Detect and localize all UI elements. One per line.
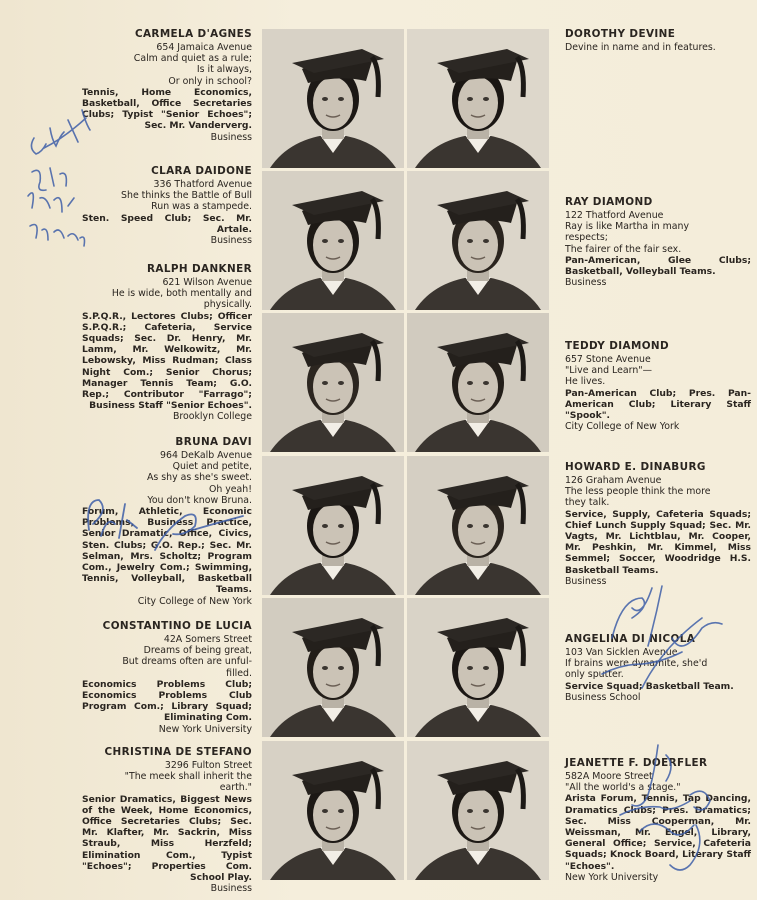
student-address: 42A Somers Street <box>163 634 252 645</box>
activities: Sten. Speed Club; Sec. Mr. Artale. <box>82 212 252 235</box>
quote-line: respects; <box>565 232 608 244</box>
future-plans: Business <box>565 575 607 587</box>
activities: Arista Forum, Tennis, Tap Dancing, Dramatics Clubs; Pres. Dramatics; Sec. Miss Cooperman, Mr. Weissman, Mr. Engel, Library, General Office; Service, Cafeteria Squads; Knock Board, Literary Staff "Echoes". <box>565 793 751 872</box>
student-name: RAY DIAMOND <box>565 196 653 208</box>
quote-line: Calm and quiet as a rule; <box>133 53 252 65</box>
portrait-howard <box>407 456 549 595</box>
future-plans: New York University <box>565 871 659 883</box>
activities: S.P.Q.R., Lectores Clubs; Officer S.P.Q.R.; Cafeteria, Service Squads; Sec. Dr. Henry, Mr. Lamm, Mr. Welkowitz, Mr. Lebowsky, Miss Rudman; Class Night Com.; Senior Chorus; Manager Tennis Team; G.O. Rep.; Contributor "Farrago"; Business Staff "Senior Echoes". <box>82 310 252 412</box>
quote-line: He lives. <box>565 376 606 388</box>
portrait-dorothy <box>407 29 549 168</box>
future-plans: City College of New York <box>137 595 252 607</box>
student-name: CHRISTINA DE STEFANO <box>104 746 252 758</box>
quote-line: Oh yeah! <box>208 483 252 495</box>
quote-line: Quiet and petite, <box>172 461 252 473</box>
portrait-teddy <box>407 313 549 452</box>
activities: Service Squad; Basketball Team. <box>565 680 734 692</box>
student-entry <box>565 340 751 432</box>
portrait-constantino <box>262 598 404 737</box>
student-address: 621 Wilson Avenue <box>162 277 252 288</box>
future-plans: New York University <box>158 723 252 735</box>
quote-line: only sputter. <box>565 669 624 681</box>
future-plans: Business School <box>565 691 641 703</box>
quote-line: As shy as she's sweet. <box>146 472 252 484</box>
student-entry <box>565 196 751 288</box>
future-plans: Business <box>565 277 607 289</box>
student-address: 103 Van Sicklen Avenue <box>565 647 678 658</box>
activities: Senior Dramatics, Biggest News of the Week, Home Economics, Office Secretaries Clubs; Sec. Mr. Klafter, Mr. Sackrin, Miss Straub, Miss Herzfeld; Elimination Com., Typist "Echoes"; Properties Com. School Play. <box>82 793 252 884</box>
activities: Pan-American Club; Pres. Pan-American Club; Literary Staff "Spook". <box>565 387 751 422</box>
portrait-illustration <box>262 313 404 452</box>
portrait-christina <box>262 741 404 880</box>
quote-line: "All the world's a stage." <box>565 782 681 794</box>
student-name: CONSTANTINO DE LUCIA <box>102 620 252 632</box>
future-plans: Brooklyn College <box>172 411 252 423</box>
student-name: CLARA DAIDONE <box>151 165 252 177</box>
quote-line: Devine in name and in features. <box>565 42 716 53</box>
student-address: 336 Thatford Avenue <box>153 179 252 190</box>
handwritten-signature <box>600 735 730 885</box>
portrait-illustration <box>407 456 549 595</box>
student-name: ANGELINA DI NICOLA <box>565 633 696 645</box>
student-entry <box>565 28 751 53</box>
student-name: HOWARD E. DINABURG <box>565 461 706 473</box>
future-plans: Business <box>210 131 252 143</box>
quote-line: The less people think the more <box>565 486 711 498</box>
portrait-illustration <box>407 598 549 737</box>
activities: Forum, Athletic, Economic Problems, Business Practice, Senior Dramatic, Office, Civics, Sten. Clubs; G.O. Rep.; Sec. Mr. Selman, Mrs. Scholtz; Program Com., Jewelry Com.; Swimming, Tennis, Volleyball, Basketball Teams. <box>82 506 252 596</box>
activities: Economics Problems Club; Economics Problems Club Program Com.; Library Squad; Eliminating Com. <box>82 678 252 724</box>
portrait-bruna <box>262 456 404 595</box>
quote-line: physically. <box>203 299 252 311</box>
quote-line: Or only in school? <box>168 75 252 87</box>
handwritten-signature <box>75 480 255 570</box>
portrait-illustration <box>407 313 549 452</box>
student-name: CARMELA D'AGNES <box>134 28 252 40</box>
portrait-carmela <box>262 29 404 168</box>
portrait-illustration <box>262 598 404 737</box>
quote-line: Is it always, <box>196 64 252 76</box>
portrait-angelina <box>407 598 549 737</box>
quote-line: filled. <box>226 667 252 679</box>
student-address: 3296 Fulton Street <box>164 760 252 771</box>
portrait-illustration <box>407 741 549 880</box>
future-plans: City College of New York <box>565 421 680 433</box>
quote-line: they talk. <box>565 497 610 509</box>
student-address: 964 DeKalb Avenue <box>160 450 252 461</box>
student-address: 126 Graham Avenue <box>565 475 662 486</box>
portrait-illustration <box>262 741 404 880</box>
future-plans: Business <box>210 235 252 247</box>
student-address: 122 Thatford Avenue <box>565 210 664 221</box>
student-name: DOROTHY DEVINE <box>565 28 676 40</box>
student-entry <box>82 620 252 735</box>
student-name: TEDDY DIAMOND <box>565 340 670 352</box>
portrait-clara <box>262 171 404 310</box>
quote-line: "The meek shall inherit the <box>124 771 252 783</box>
quote-line: Run was a stampede. <box>151 201 252 213</box>
activities: Service, Supply, Cafeteria Squads; Chief Lunch Supply Squad; Sec. Mr. Vagts, Mr. Lichtblau, Mr. Cooper, Mr. Peshkin, Mr. Kimmel, Miss Semmel; Soccer, Woodridge H.S. Basketball Teams. <box>565 508 751 576</box>
student-address: 654 Jamaica Avenue <box>156 42 252 53</box>
quote-line: earth." <box>219 782 252 794</box>
portrait-illustration <box>262 171 404 310</box>
quote-line: He is wide, both mentally and <box>111 288 252 300</box>
quote-line: She thinks the Battle of Bull <box>121 190 252 202</box>
activities: Pan-American, Glee Clubs; Basketball, Volleyball Teams. <box>565 254 751 278</box>
quote-line: Ray is like Martha in many <box>565 221 690 233</box>
student-entry <box>565 461 751 587</box>
student-address: 657 Stone Avenue <box>565 354 651 365</box>
portrait-ralph <box>262 313 404 452</box>
portrait-illustration <box>407 29 549 168</box>
portrait-illustration <box>262 456 404 595</box>
quote-line: The fairer of the fair sex. <box>565 243 682 255</box>
future-plans: Business <box>210 883 252 895</box>
student-entry <box>82 263 252 423</box>
quote-line: If brains were dynamite, she'd <box>565 658 708 670</box>
portrait-jeanette <box>407 741 549 880</box>
quote-line: "Live and Learn"— <box>565 365 652 377</box>
student-name: JEANETTE F. DOERFLER <box>565 757 708 769</box>
quote-line: Dreams of being great, <box>143 645 252 657</box>
activities: Tennis, Home Economics, Basketball, Office Secretaries Clubs; Typist "Senior Echoes"; Sec. Mr. Vanderverg. <box>82 86 252 132</box>
quote-line: But dreams often are unful- <box>122 656 252 668</box>
portrait-ray <box>407 171 549 310</box>
portrait-illustration <box>407 171 549 310</box>
handwritten-signature <box>582 578 732 708</box>
student-name: RALPH DANKNER <box>146 263 252 275</box>
student-entry <box>82 746 252 894</box>
student-address: 582A Moore Street <box>565 771 653 782</box>
student-name: BRUNA DAVI <box>175 436 252 448</box>
handwritten-signature <box>20 98 130 258</box>
portrait-illustration <box>262 29 404 168</box>
quote-line: You don't know Bruna. <box>147 494 252 506</box>
